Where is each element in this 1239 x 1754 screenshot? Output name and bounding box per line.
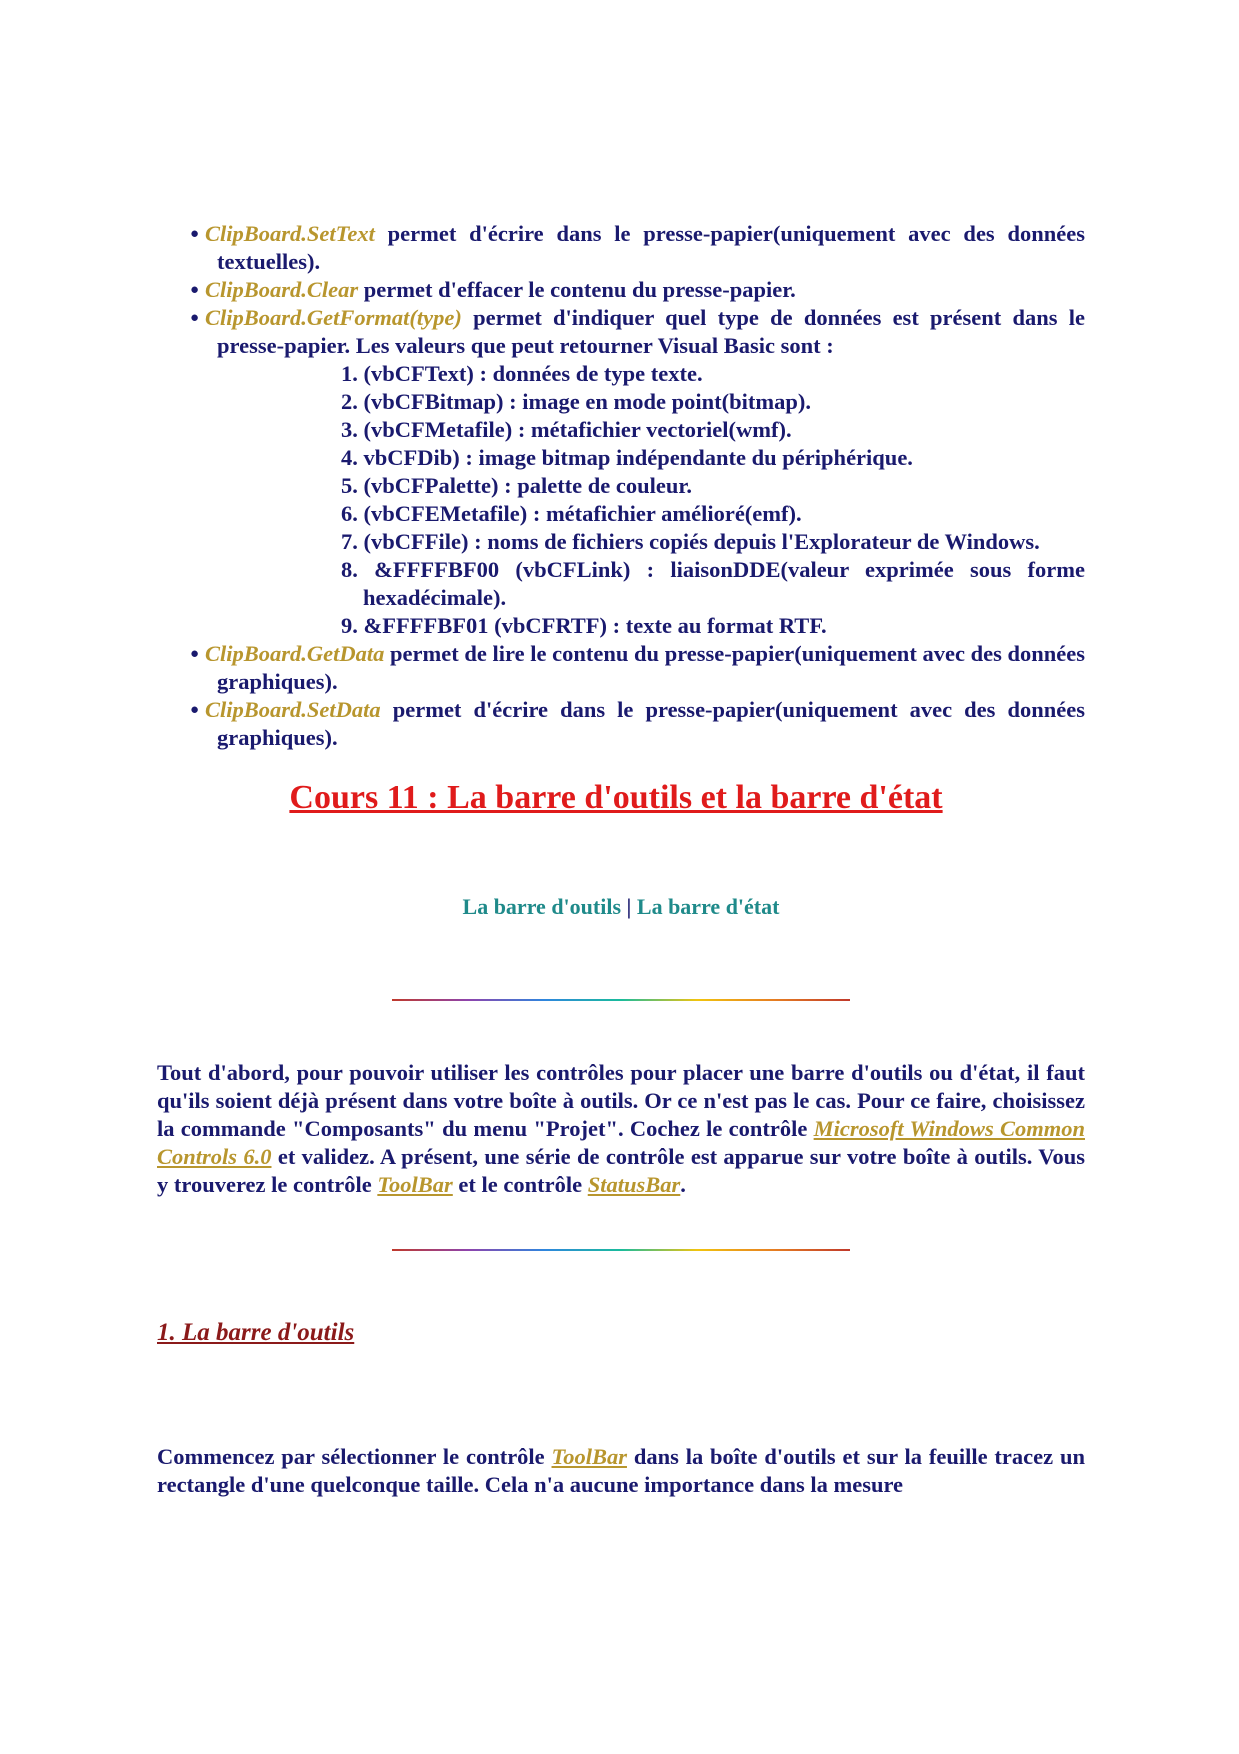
nav-link-toolbar[interactable]: La barre d'outils (462, 894, 622, 919)
paragraph-text: dans la boîte d'outils et sur la feuille tracez un rectangle d'une quelconque taille. Cela n'a aucune importance dans la mesure (157, 1444, 1085, 1497)
format-description: (vbCFText) : données de type texte. (363, 361, 703, 386)
method-keyword: ClipBoard.SetText (205, 221, 375, 246)
format-description: (vbCFPalette) : palette de couleur. (363, 473, 692, 498)
list-item (217, 612, 1085, 640)
toolbar-paragraph (157, 1443, 1085, 1499)
format-description: (vbCFEMetafile) : métafichier amélioré(emf). (363, 501, 802, 526)
format-description: (vbCFFile) : noms de fichiers copiés depuis l'Explorateur de Windows. (363, 529, 1040, 554)
intro-paragraph (157, 1059, 1085, 1199)
list-number: 2. (341, 389, 358, 414)
intro-text: Tout d'abord, pour pouvoir utiliser les contrôles pour placer une barre d'outils ou d'état, il faut qu'ils soient déjà présent dans votre boîte à outils. Or ce n'est pas le cas. Pour ce faire, choisissez la commande "Composants" du menu "Projet". Cochez le contrôle (157, 1060, 1085, 1141)
list-item (157, 220, 1085, 276)
method-description: permet d'écrire dans le presse-papier(uniquement avec des données graphiques). (217, 697, 1085, 750)
method-description: permet d'effacer le contenu du presse-papier. (358, 277, 796, 302)
bullet-icon: ● (190, 282, 200, 298)
list-item (157, 276, 1085, 304)
toolbar-link[interactable]: ToolBar (377, 1172, 453, 1197)
list-item (157, 304, 1085, 640)
format-description: (vbCFBitmap) : image en mode point(bitmap). (363, 389, 811, 414)
format-description: (vbCFMetafile) : métafichier vectoriel(wmf). (363, 417, 792, 442)
intro-text: et validez. A présent, une série de contrôle est apparue sur votre boîte à outils. Vous y trouverez le contrôle (157, 1144, 1085, 1197)
nav-separator: | (626, 894, 632, 919)
list-item (217, 472, 1085, 500)
list-number: 4. (341, 445, 358, 470)
method-description: permet d'indiquer quel type de données est présent dans le presse-papier. Les valeurs que peut retourner Visual Basic sont : (217, 305, 1085, 358)
method-description: permet de lire le contenu du presse-papier(uniquement avec des données graphiques). (217, 641, 1085, 694)
list-number: 9. (341, 613, 358, 638)
method-keyword: ClipBoard.GetData (205, 641, 385, 666)
method-keyword: ClipBoard.SetData (205, 697, 381, 722)
gradient-divider (392, 1249, 850, 1251)
statusbar-link[interactable]: StatusBar (587, 1172, 681, 1197)
list-number: 5. (341, 473, 358, 498)
section-nav (157, 893, 1085, 921)
method-keyword: ClipBoard.GetFormat(type) (205, 305, 462, 330)
bullet-icon: ● (190, 646, 200, 662)
bullet-icon: ● (190, 310, 200, 326)
list-item (157, 640, 1085, 696)
list-item (157, 696, 1085, 752)
format-description: &FFFFBF01 (vbCFRTF) : texte au format RTF. (363, 613, 827, 638)
intro-text: . (680, 1172, 686, 1197)
list-number: 1. (341, 361, 358, 386)
list-item (217, 528, 1085, 556)
paragraph-text: Commencez par sélectionner le contrôle (157, 1444, 552, 1469)
bullet-icon: ● (190, 226, 200, 242)
method-description: permet d'écrire dans le presse-papier(uniquement avec des données textuelles). (217, 221, 1085, 274)
document-page (157, 220, 1085, 1499)
gradient-divider (392, 999, 850, 1001)
format-values-list (217, 360, 1085, 640)
list-number: 3. (341, 417, 358, 442)
common-controls-link[interactable]: Microsoft Windows Common Controls 6.0 (157, 1116, 1085, 1169)
clipboard-methods-list (157, 220, 1085, 752)
nav-link-statusbar[interactable]: La barre d'état (636, 894, 780, 919)
format-description: &FFFFBF00 (vbCFLink) : liaisonDDE(valeur exprimée sous forme hexadécimale). (363, 557, 1085, 610)
list-item (217, 556, 1085, 612)
list-item (217, 388, 1085, 416)
list-item (217, 444, 1085, 472)
toolbar-link[interactable]: ToolBar (551, 1444, 627, 1469)
list-number: 8. (341, 557, 358, 582)
list-item (217, 416, 1085, 444)
section-heading: 1. La barre d'outils (157, 1319, 355, 1346)
course-title: Cours 11 : La barre d'outils et la barre d'état (289, 779, 943, 816)
bullet-icon: ● (190, 702, 200, 718)
list-number: 7. (341, 529, 358, 554)
list-number: 6. (341, 501, 358, 526)
list-item (217, 500, 1085, 528)
method-keyword: ClipBoard.Clear (205, 277, 359, 302)
format-description: vbCFDib) : image bitmap indépendante du périphérique. (363, 445, 913, 470)
intro-text: et le contrôle (452, 1172, 588, 1197)
list-item (217, 360, 1085, 388)
